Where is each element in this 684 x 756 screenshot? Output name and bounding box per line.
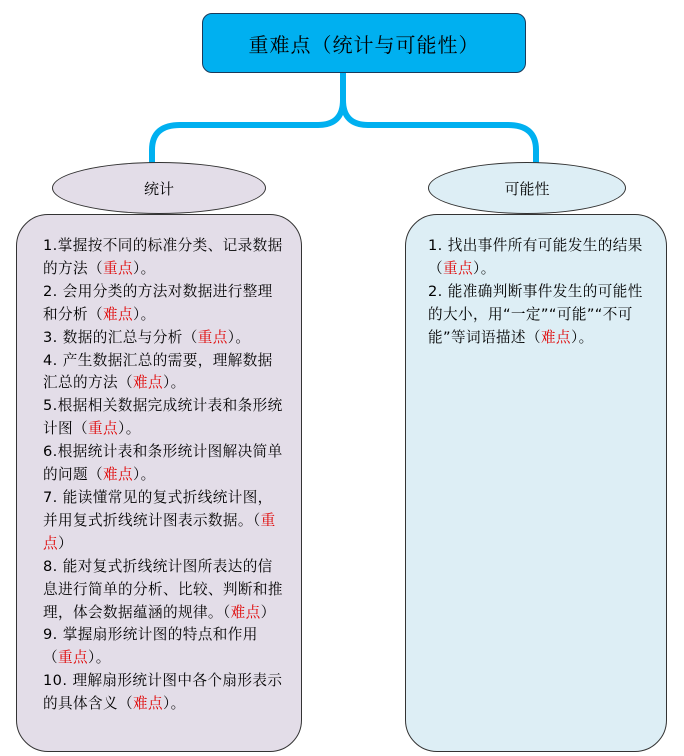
probability-branch-title: 可能性	[504, 179, 550, 198]
item-bracket-close: ）。	[570, 328, 594, 346]
connector-left	[152, 72, 343, 166]
list-item	[43, 624, 287, 670]
item-bracket-close: ）。	[162, 695, 186, 713]
item-text: 9. 掌握扇形统计图的特点和作用	[43, 626, 258, 644]
item-tag: 重点	[88, 420, 118, 438]
stats-branch-title: 统计	[143, 179, 174, 198]
item-bracket-close: ）。	[132, 466, 156, 484]
item-tag: 重点	[197, 328, 228, 346]
item-tag: 难点	[132, 695, 163, 713]
item-bracket-close: ）。	[132, 305, 156, 323]
item-bracket-close: ）。	[227, 328, 251, 346]
item-text: 4. 产生数据汇总的需要，理解数据汇总的方法	[43, 351, 273, 392]
root-topic-node	[202, 13, 526, 73]
probability-branch-label	[428, 162, 626, 214]
item-text: 1. 找出事件所有可能发生的结果	[428, 237, 643, 254]
item-text: 8. 能对复式折线统计图所表达的信息进行简单的分析、比较、判断和推理，体会数据蕴涵的规律。	[43, 557, 283, 621]
item-tag: 难点	[230, 603, 261, 621]
item-bracket-open: （	[87, 305, 103, 323]
list-item	[43, 670, 287, 716]
item-bracket-open: （	[182, 328, 198, 346]
item-text: 3. 数据的汇总与分析	[43, 328, 183, 346]
item-tag: 难点	[102, 305, 133, 323]
item-text: 2. 能准确判断事件发生的可能性的大小，用“一定”“可能”“不可能”等词语描述	[428, 282, 643, 346]
item-bracket-close: ）	[58, 534, 73, 552]
item-bracket-open: （	[525, 328, 541, 346]
stats-content-box	[16, 214, 302, 752]
item-tag: 重点	[443, 259, 473, 277]
list-item	[43, 350, 287, 396]
item-bracket-close: ）。	[162, 374, 186, 392]
item-tag: 难点	[102, 466, 133, 484]
item-bracket-open: （	[43, 649, 58, 667]
item-text: 1.掌握按不同的标准分类、记录数据的方法	[43, 237, 283, 277]
item-bracket-close: ）。	[132, 259, 156, 277]
item-text: 6.根据统计表和条形统计图解决简单的问题	[43, 443, 283, 484]
item-bracket-close: ）。	[473, 259, 496, 277]
item-tag: 重点	[102, 259, 133, 277]
list-item	[43, 556, 287, 625]
item-bracket-open: （	[73, 420, 88, 438]
item-text: 10. 理解扇形统计图中各个扇形表示的具体含义	[43, 672, 283, 713]
list-item	[428, 281, 652, 350]
item-bracket-open: （	[117, 374, 133, 392]
root-topic-title: 重难点（统计与可能性）	[248, 32, 480, 57]
item-bracket-close: ）。	[88, 649, 111, 667]
list-item	[43, 395, 287, 441]
list-item	[428, 235, 652, 281]
item-bracket-open: （	[87, 259, 103, 277]
list-item	[43, 235, 287, 281]
item-bracket-close: ）	[260, 603, 276, 621]
list-item	[43, 487, 287, 556]
probability-content-box	[405, 214, 667, 752]
item-bracket-close: ）。	[118, 420, 141, 438]
probability-item-list	[428, 235, 652, 350]
item-text: 2. 会用分类的方法对数据进行整理和分析	[43, 282, 273, 323]
stats-item-list	[43, 235, 287, 716]
item-tag: 难点	[540, 328, 571, 346]
item-bracket-open: （	[428, 259, 443, 277]
stats-branch-label	[52, 162, 266, 214]
list-item	[43, 281, 287, 327]
item-bracket-open: （	[117, 695, 133, 713]
connector-right	[343, 100, 536, 166]
item-bracket-open: （	[252, 511, 261, 529]
item-text: 7. 能读懂常见的复式折线统计图，并用复式折线统计图表示数据。	[43, 488, 273, 529]
item-tag: 重点	[58, 649, 88, 667]
item-tag: 重点	[43, 511, 276, 552]
item-tag: 难点	[132, 374, 163, 392]
item-bracket-open: （	[222, 603, 231, 621]
list-item	[43, 441, 287, 487]
item-text: 5.根据相关数据完成统计表和条形统计图	[43, 397, 283, 438]
item-bracket-open: （	[87, 466, 103, 484]
list-item	[43, 327, 287, 350]
